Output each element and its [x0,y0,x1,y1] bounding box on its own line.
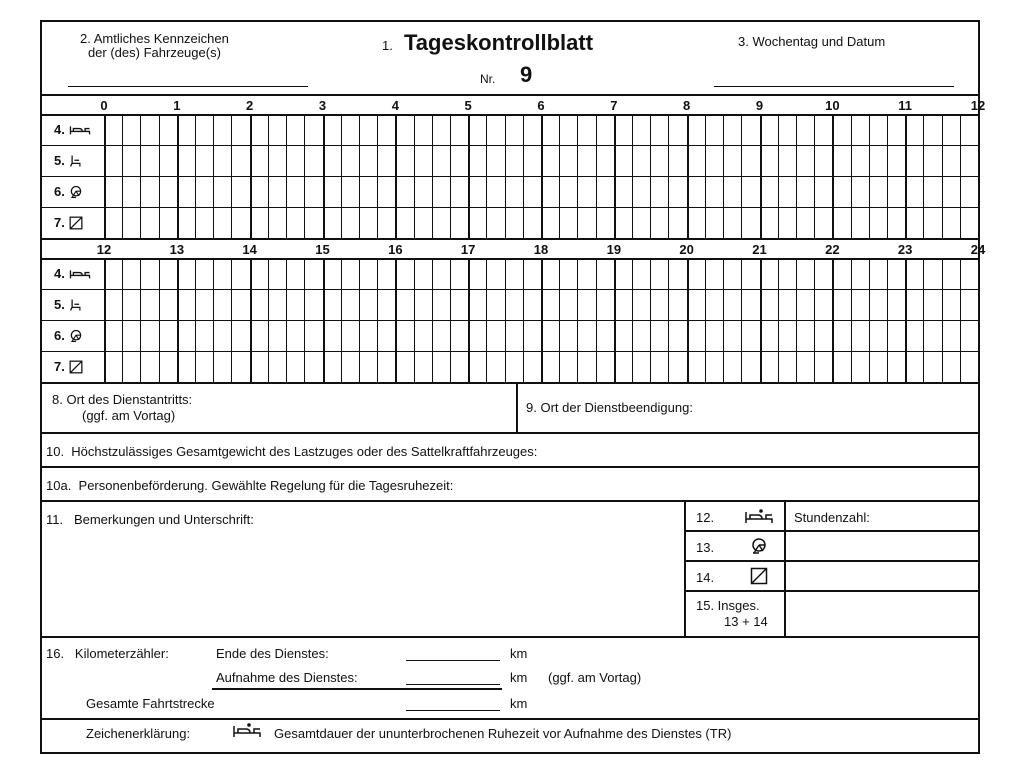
field-8-start-location[interactable]: 8. Ort des Dienstantritts: [52,392,193,407]
seat-icon [69,298,83,312]
hour-label: 7 [610,98,618,113]
work-box-icon [69,216,83,230]
total-distance-unit: km [510,696,528,711]
hour-label: 24 [970,242,986,257]
hour-label: 21 [752,242,767,257]
odometer-end-label: Ende des Dienstes: [216,646,329,661]
hour-label: 1 [173,98,181,113]
hour-label: 20 [679,242,694,257]
work-box-icon [750,567,768,585]
activity-row-number: 6. [54,328,65,343]
daily-control-sheet [40,20,986,754]
odometer-end-unit: km [510,646,528,661]
activity-row-label [42,114,104,145]
odometer-start-unit: km [510,670,528,685]
hour-label: 4 [391,98,399,113]
activity-grid-top [42,114,978,238]
hour-scale-top [42,96,986,114]
odometer-label: 16. Kilometerzähler: [46,646,169,661]
hour-label: 8 [683,98,691,113]
steering-wheel-icon [69,329,83,343]
form-title: Tageskontrollblatt [404,30,594,55]
activity-row-label [42,289,104,320]
legend-text: Gesamtdauer der ununterbrochenen Ruhezeit vor Aufnahme des Dienstes (TR) [274,726,732,741]
total-distance-field[interactable] [406,710,500,711]
hour-label: 15 [315,242,330,257]
activity-row-label [42,258,104,289]
hour-label: 23 [897,242,913,257]
legend-label: Zeichenerklärung: [86,726,191,741]
activity-row-number: 7. [54,215,65,230]
hour-label: 2 [246,98,254,113]
weekday-date-field[interactable] [714,86,954,87]
seat-icon [69,154,83,168]
summary-13-number: 13. [696,540,715,555]
field-8-note: (ggf. am Vortag) [82,408,176,423]
hour-label: 3 [318,98,327,113]
hour-scale-bottom [42,240,986,258]
odometer-end-field[interactable] [406,660,500,661]
activity-grid-bottom [42,258,978,382]
work-box-icon [69,360,83,374]
total-distance-label: Gesamte Fahrtstrecke [86,696,215,711]
vehicle-plate-label: 2. Amtliches Kennzeichen der (des) Fahrzeuge(s) [80,31,229,60]
number-label: Nr. [480,72,496,86]
activity-row-label [42,351,104,382]
summary-15-total: 15. Insges. [696,598,760,613]
bed-icon [69,123,91,137]
bed-icon [232,722,262,740]
hour-label: 22 [825,242,840,257]
bed-icon [69,267,91,281]
odometer-start-field[interactable] [406,684,500,685]
title-number: 1. [382,38,393,53]
activity-row-label [42,176,104,207]
time-grid[interactable] [104,258,978,382]
weekday-date-label: 3. Wochentag und Datum [738,34,886,49]
summary-15-formula: 13 + 14 [724,614,768,629]
hour-label: 19 [606,242,622,257]
hour-label: 16 [388,242,403,257]
activity-row-number: 5. [54,297,65,312]
vehicle-plate-field[interactable] [68,86,308,87]
activity-row-number: 4. [54,266,65,281]
bed-icon [744,508,774,526]
hour-label: 14 [242,242,257,257]
activity-row-label [42,207,104,238]
field-11-remarks-signature[interactable]: 11. Bemerkungen und Unterschrift: [46,512,254,527]
field-10a-passenger-transport[interactable]: 10a. Personenbeförderung. Gewählte Regelung für die Tagesruhezeit: [46,478,454,493]
activity-row-label [42,320,104,351]
summary-12-number: 12. [696,510,715,525]
hour-label: 12 [96,242,112,257]
activity-row-number: 6. [54,184,65,199]
summary-14-number: 14. [696,570,715,585]
hour-label: 17 [460,242,476,257]
hour-label: 0 [100,98,108,113]
steering-wheel-icon [750,537,768,555]
odometer-start-label: Aufnahme des Dienstes: [216,670,358,685]
field-10-max-weight[interactable]: 10. Höchstzulässiges Gesamtgewicht des Lastzuges oder des Sattelkraftfahrzeuges: [46,444,538,459]
activity-row-label [42,145,104,176]
hour-label: 11 [898,98,913,113]
odometer-prev-day-note: (ggf. am Vortag) [548,670,642,685]
time-grid[interactable] [104,114,978,238]
hour-label: 12 [970,98,986,113]
steering-wheel-icon [69,185,83,199]
hours-count-label: Stundenzahl: [794,510,870,525]
hour-label: 9 [755,98,764,113]
activity-row-number: 4. [54,122,65,137]
field-9-end-location[interactable]: 9. Ort der Dienstbeendigung: [526,400,693,415]
hour-label: 13 [169,242,185,257]
hour-label: 10 [825,98,840,113]
sheet-number: 9 [520,62,533,87]
hour-label: 6 [537,98,545,113]
activity-row-number: 5. [54,153,65,168]
activity-row-number: 7. [54,359,65,374]
hour-label: 5 [464,98,472,113]
hour-label: 18 [533,242,549,257]
